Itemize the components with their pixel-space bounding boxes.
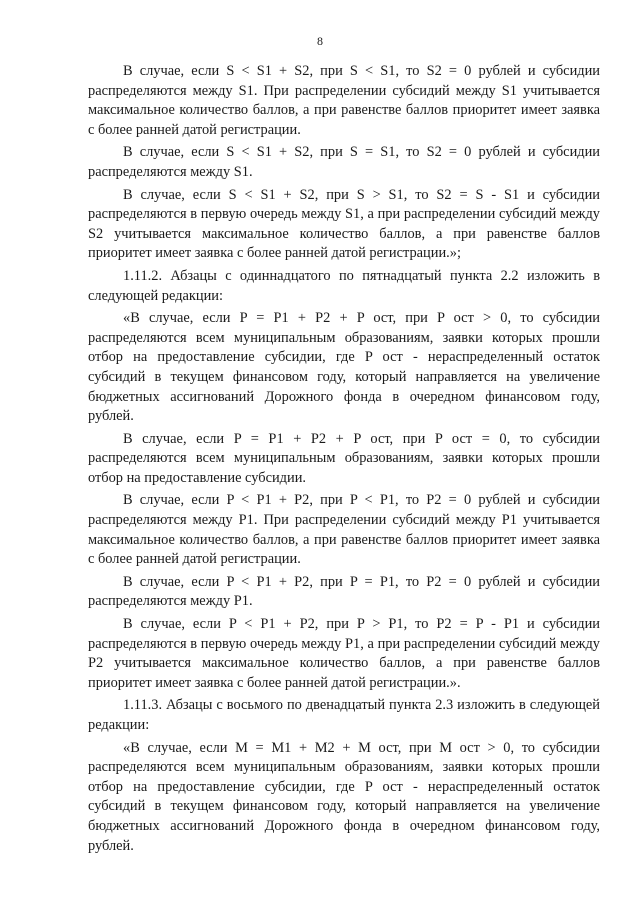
paragraph-item-1-11-2: 1.11.2. Абзацы с одиннадцатого по пятнадцатый пункта 2.2 изложить в следующей редакции: xyxy=(88,267,600,304)
paragraph-p-ost-zero: В случае, если P = P1 + P2 + P ост, при P ост = 0, то субсидии распределяются всем муниципальным образованиям, заявки которых прошли отбор на предоставление субсидии. xyxy=(88,430,600,486)
paragraph-s-equal-s1: В случае, если S < S1 + S2, при S = S1, то S2 = 0 рублей и субсидии распределяются между S1. xyxy=(88,144,600,180)
paragraph-item-1-11-3: 1.11.3. Абзацы с восьмого по двенадцатый пункта 2.3 изложить в следующей редакции: xyxy=(88,697,600,733)
paragraph-p-less-p1: В случае, если P < P1 + P2, при P < P1, то P2 = 0 рублей и субсидии распределяются между P1. При распределении субсидий между P1 учитывается максимальное количество баллов, а при равенстве баллов приоритет имеет заявка с более ранней датой регистрации. xyxy=(88,492,600,568)
paragraph-s-greater-s1: В случае, если S < S1 + S2, при S > S1, то S2 = S - S1 и субсидии распределяются в первую очередь между S1, а при распределении субсидий между S2 учитывается максимальное количество баллов, а при равенстве баллов приоритет имеет заявка с более ранней датой регистрации.»; xyxy=(88,186,600,262)
paragraph-p-equal-p1: В случае, если P < P1 + P2, при P = P1, то P2 = 0 рублей и субсидии распределяются между P1. xyxy=(88,573,600,610)
paragraph-s-less-s1: В случае, если S < S1 + S2, при S < S1, то S2 = 0 рублей и субсидии распределяются между S1. При распределении субсидий между S1 учитывается максимальное количество баллов, а при равенстве баллов приоритет имеет заявка с более ранней датой регистрации. xyxy=(88,63,600,138)
document-body xyxy=(88,62,600,859)
paragraph-p-greater-p1: В случае, если P < P1 + P2, при P > P1, то P2 = P - P1 и субсидии распределяются в первую очередь между P1, а при распределении субсидий между P2 учитывается максимальное количество баллов, а при равенстве баллов приоритет имеет заявка с более ранней датой регистрации.». xyxy=(88,616,600,691)
paragraph-p-ost-positive: «В случае, если P = P1 + P2 + P ост, при P ост > 0, то субсидии распределяются всем муниципальным образованиям, заявки которых прошли отбор на предоставление субсидии, где P ост - нераспределенный остаток субсидий в текущем финансовом году, который направляется на увеличение бюджетных ассигнований Дорожного фонда в очередном финансовом году, рублей. xyxy=(88,310,600,425)
paragraph-m-ost-positive: «В случае, если M = M1 + M2 + M ост, при M ост > 0, то субсидии распределяются всем муниципальным образованиям, заявки которых прошли отбор на предоставление субсидии, где P ост - нераспределенный остаток субсидий в текущем финансовом году, который направляется на увеличение бюджетных ассигнований Дорожного фонда в очередном финансовом году, рублей. xyxy=(88,739,600,854)
page-number: 8 xyxy=(317,34,323,48)
